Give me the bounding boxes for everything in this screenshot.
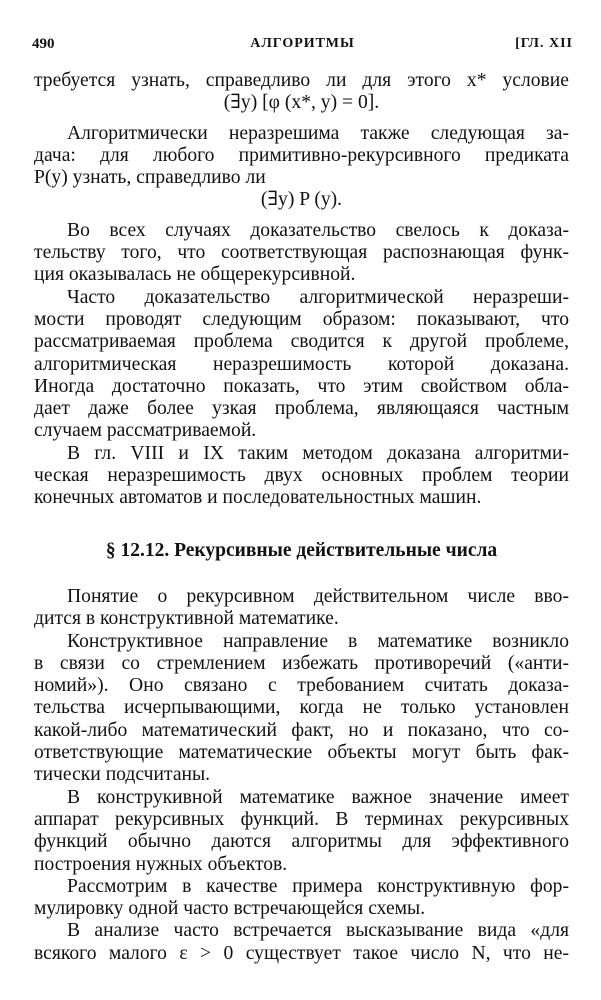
- page-number: 490: [32, 36, 55, 52]
- text-line: аппарат рекурсивных функций. В терминах рекурсивных: [34, 808, 569, 830]
- formula-exists-phi: (∃y) [φ (x*, y) = 0].: [223, 92, 380, 114]
- text-line: дится в конструктивной математике.: [34, 608, 339, 630]
- text-line: всякого малого ε > 0 существует такое число N, что не-: [34, 942, 569, 964]
- text-line: номий»). Оно связано с требованием считать доказа-: [34, 675, 569, 697]
- page-body: [34, 70, 569, 965]
- text-line: требуется узнать, справедливо ли для этого x* условие: [34, 70, 569, 91]
- text-line: В анализе часто встречается высказывание вида «для: [67, 920, 569, 942]
- section-heading: § 12.12. Рекурсивные действительные числа: [105, 539, 498, 561]
- text-line: случаем рассматриваемой.: [34, 420, 257, 442]
- text-line: дает даже более узкая проблема, являющаяся частным: [34, 398, 569, 420]
- text-line: В гл. VIII и IX таким методом доказана алгоритми-: [67, 442, 569, 464]
- text-line: рассматриваемая проблема сводится к другой проблеме,: [34, 331, 569, 353]
- text-line: какой-либо математический факт, но и показано, что со-: [34, 719, 569, 741]
- text-line: P(y) узнать, справедливо ли: [34, 167, 266, 189]
- text-line: Понятие о рекурсивном действительном числе вво-: [67, 585, 569, 607]
- text-line: алгоритмическая неразрешимость которой доказана.: [34, 353, 569, 375]
- text-line: конечных автоматов и последовательностных машин.: [34, 487, 482, 509]
- text-line: В конструкивной математике важное значение имеет: [67, 786, 569, 808]
- chapter-marker: [ГЛ. XII: [515, 36, 573, 51]
- text-line: мулировку одной часто встречающейся схемы.: [34, 898, 426, 920]
- text-line: Во всех случаях доказательство свелось к доказа-: [67, 219, 569, 241]
- text-line: построения нужных объектов.: [34, 853, 288, 875]
- text-line: мости проводят следующим образом: показывают, что: [34, 308, 569, 330]
- text-line: Конструктивное направление в математике возникло: [67, 630, 569, 652]
- text-line: в связи со стремлением избежать противоречий («анти-: [34, 652, 569, 674]
- text-line: тельству того, что соответствующая распознающая функ-: [34, 242, 569, 264]
- text-line: функций обычно даются алгоритмы для эффективного: [34, 831, 569, 853]
- running-title: АЛГОРИТМЫ: [250, 36, 355, 51]
- text-line: тически подсчитаны.: [34, 764, 211, 786]
- running-header: [32, 36, 573, 56]
- text-line: Иногда достаточно показать, что этим свойством обла-: [34, 375, 569, 397]
- text-line: дача: для любого примитивно-рекурсивного предиката: [34, 144, 569, 166]
- text-line: Алгоритмически неразрешима также следующая за-: [67, 122, 569, 144]
- text-line: ция оказывалась не общерекурсивной.: [34, 264, 356, 286]
- text-line: ответствующие математические объекты могут быть фак-: [34, 742, 569, 764]
- text-line: тельства исчерпывающими, когда не только установлен: [34, 697, 569, 719]
- text-line: Рассмотрим в качестве примера конструктивную фор-: [67, 875, 569, 897]
- text-line: ческая неразрешимость двух основных проблем теории: [34, 465, 569, 487]
- formula-exists-p: (∃y) P (y).: [260, 189, 343, 211]
- text-line: Часто доказательство алгоритмической неразреши-: [67, 286, 569, 308]
